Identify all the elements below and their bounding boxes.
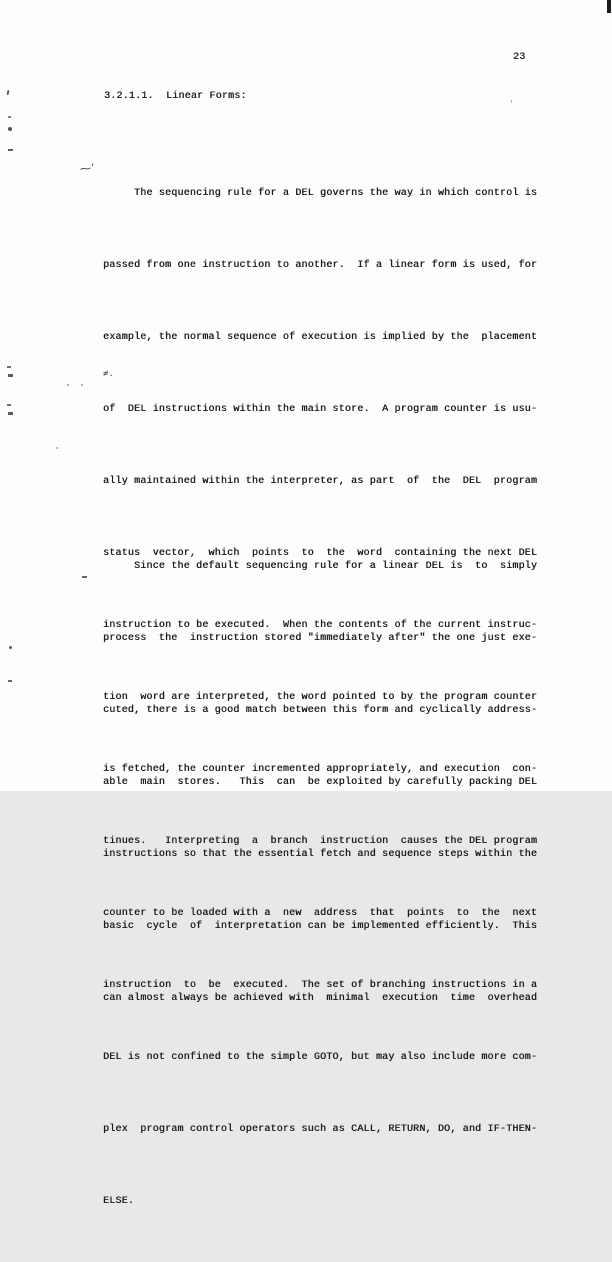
paragraph-2: [103, 507, 537, 1059]
page-number: 23: [513, 52, 526, 63]
text-line: basic cycle of interpretation can be implemented efficiently. This: [103, 921, 538, 932]
text-line: tion word are interpreted, the word pointed to by the program counter: [103, 692, 538, 703]
text-line: Since the default sequencing rule for a linear DEL is to simply: [103, 561, 538, 572]
margin-dash-mark: [8, 680, 12, 682]
margin-colon-mark: [8, 412, 13, 415]
text-line: status vector, which points to the word containing the next DEL: [103, 548, 538, 559]
stray-apostrophe-mark: ': [510, 99, 513, 110]
text-line: cuted, there is a good match between this form and cyclically address-: [103, 705, 538, 716]
text-line: The sequencing rule for a DEL governs the way in which control is: [103, 188, 538, 199]
margin-tick-mark: [7, 90, 10, 95]
margin-dot-mark: [8, 127, 12, 131]
text-line: example, the normal sequence of execution is implied by the placement: [103, 332, 538, 343]
scan-edge-artifact: [607, 0, 611, 13]
text-line: tinues. Interpreting a branch instruction causes the DEL program: [103, 836, 538, 847]
margin-speck: [56, 447, 58, 449]
margin-colon-mark: [7, 404, 11, 406]
margin-squiggle-mark: ⁓ʼ: [79, 161, 95, 176]
text-line: can almost always be achieved with minimal execution time overhead: [103, 993, 538, 1004]
margin-dash-mark: [8, 149, 13, 151]
text-line: DEL is not confined to the simple GOTO, but may also include more com-: [103, 1052, 538, 1063]
text-line: plex program control operators such as CALL, RETURN, DO, and IF-THEN-: [103, 1124, 538, 1135]
text-line: ally maintained within the interpreter, as part of the DEL program: [103, 476, 538, 487]
text-line: instruction to be executed. The set of branching instructions in a: [103, 980, 538, 991]
text-line: process the instruction stored "immediately after" the one just exe-: [103, 633, 538, 644]
margin-speck: [67, 384, 69, 386]
typo-correction-mark: ≠.: [103, 369, 114, 379]
margin-speck: [8, 116, 11, 118]
text-line: of DEL instructions within the main store. A program counter is usu-: [103, 404, 538, 415]
margin-dot-mark: [9, 646, 12, 649]
margin-colon-mark: [7, 366, 11, 368]
text-line: instructions so that the essential fetch and sequence steps within the: [103, 849, 538, 860]
text-line: passed from one instruction to another. If a linear form is used, for: [103, 260, 538, 271]
text-line: is fetched, the counter incremented appropriately, and execution con-: [103, 764, 538, 775]
margin-speck: [81, 384, 83, 386]
text-line: instruction to be executed. When the contents of the current instruc-: [103, 620, 538, 631]
section-heading: 3.2.1.1. Linear Forms:: [104, 91, 247, 102]
margin-dash-mark: [82, 576, 87, 578]
text-line: ELSE.: [103, 1196, 135, 1207]
margin-colon-mark: [8, 374, 13, 377]
text-line: counter to be loaded with a new address that points to the next: [103, 908, 538, 919]
text-line: able main stores. This can be exploited by carefully packing DEL: [103, 777, 538, 788]
